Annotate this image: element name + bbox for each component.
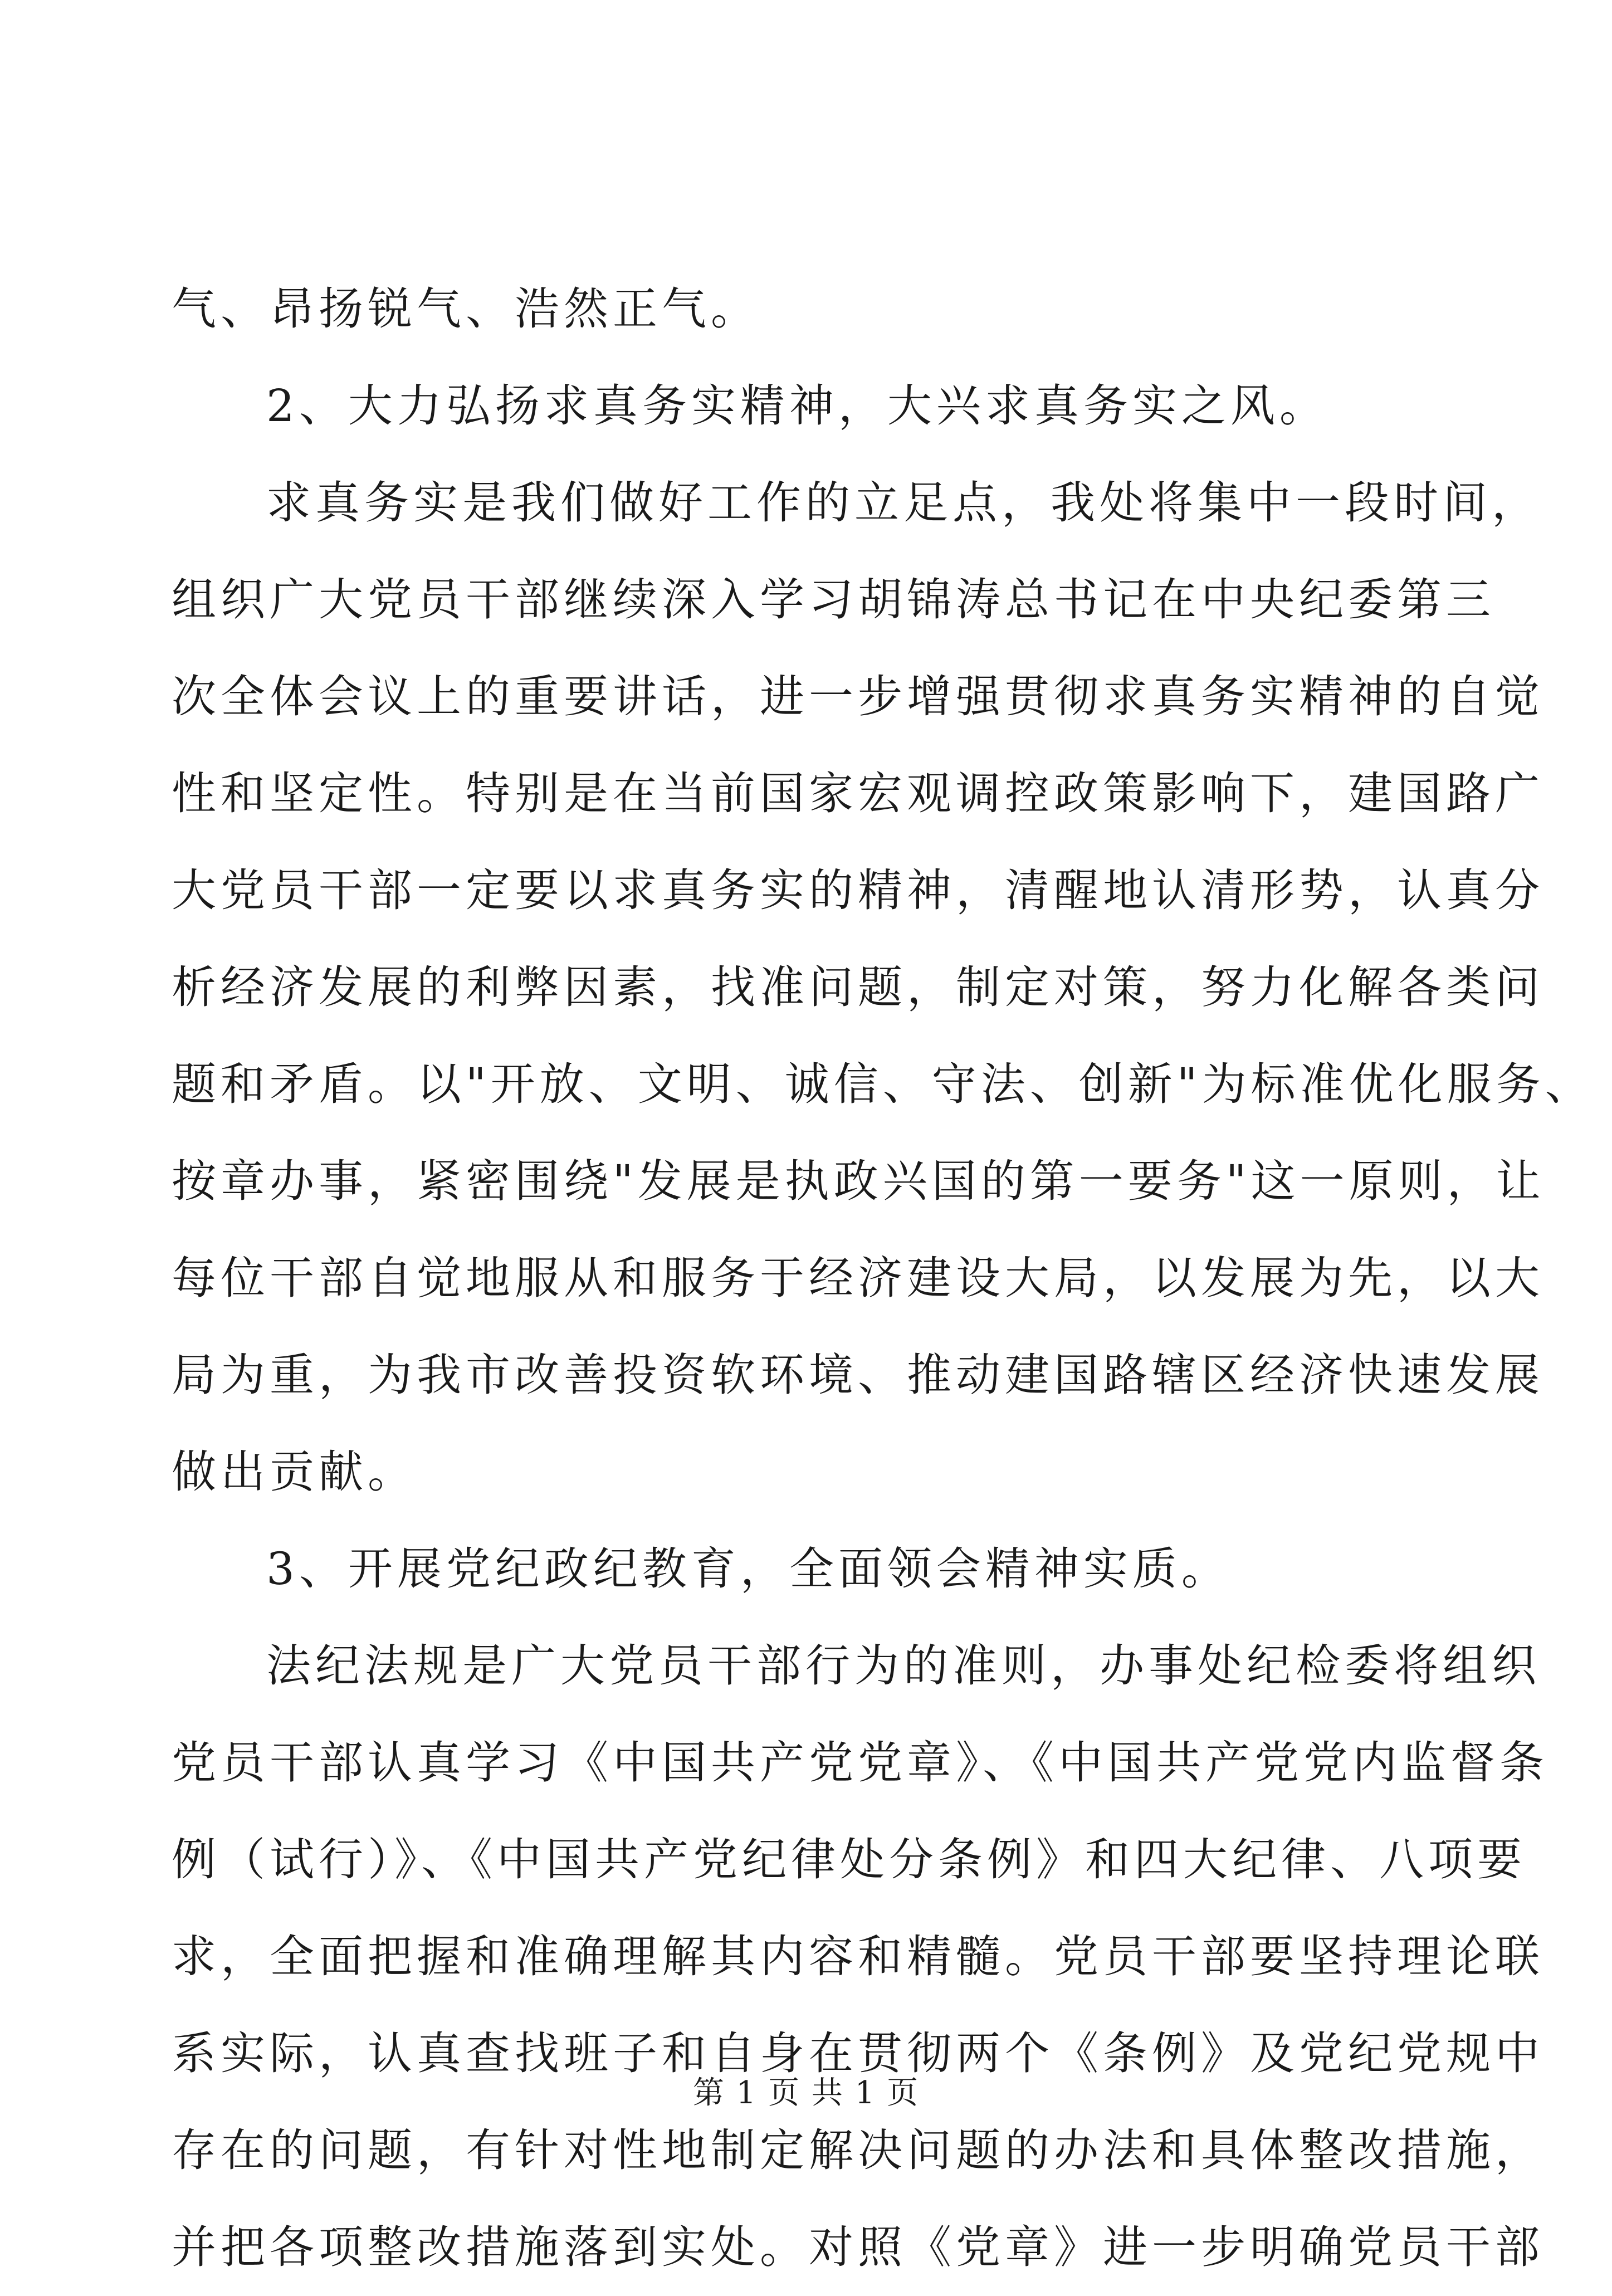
text-line: 组织广大党员干部继续深入学习胡锦涛总书记在中央纪委第三	[172, 574, 1495, 626]
text-line: 做出贡献。	[172, 1446, 417, 1498]
page-number-footer: 第 1 页 共 1 页	[692, 2075, 920, 2111]
text-line: 气、昂扬锐气、浩然正气。	[172, 283, 760, 335]
text-line: 存在的问题，有针对性地制定解决问题的办法和具体整改措施，	[172, 2124, 1544, 2176]
text-line: 并把各项整改措施落到实处。对照《党章》进一步明确党员干部	[172, 2221, 1544, 2273]
text-line: 题和矛盾。以"开放、文明、诚信、守法、创新"为标准优化服务、	[172, 1058, 1594, 1110]
text-line: 性和坚定性。特别是在当前国家宏观调控政策影响下，建国路广	[172, 768, 1544, 819]
text-line: 党员干部认真学习《中国共产党党章》、《中国共产党党内监督条	[172, 1737, 1549, 1789]
text-line: 析经济发展的利弊因素，找准问题，制定对策，努力化解各类问	[172, 961, 1544, 1013]
text-line: 求，全面把握和准确理解其内容和精髓。党员干部要坚持理论联	[172, 1931, 1544, 1982]
section-heading-2: 2、大力弘扬求真务实精神，大兴求真务实之风。	[266, 380, 1328, 432]
text-line: 大党员干部一定要以求真务实的精神，清醒地认清形势，认真分	[172, 864, 1544, 916]
text-line: 按章办事，紧密围绕"发展是执政兴国的第一要务"这一原则，让	[172, 1155, 1545, 1207]
text-line: 局为重，为我市改善投资软环境、推动建国路辖区经济快速发展	[172, 1349, 1544, 1401]
text-line: 系实际，认真查找班子和自身在贯彻两个《条例》及党纪党规中	[172, 2028, 1544, 2079]
section-heading-3: 3、开展党纪政纪教育，全面领会精神实质。	[266, 1543, 1230, 1595]
text-line: 例（试行）》、《中国共产党纪律处分条例》和四大纪律、八项要	[172, 1834, 1526, 1885]
document-body	[172, 261, 1594, 2296]
text-line: 次全体会议上的重要讲话，进一步增强贯彻求真务实精神的自觉	[172, 671, 1544, 722]
text-line: 求真务实是我们做好工作的立足点，我处将集中一段时间，	[266, 477, 1541, 529]
text-line: 法纪法规是广大党员干部行为的准则，办事处纪检委将组织	[266, 1640, 1541, 1692]
text-line: 每位干部自觉地服从和服务于经济建设大局，以发展为先，以大	[172, 1252, 1544, 1304]
